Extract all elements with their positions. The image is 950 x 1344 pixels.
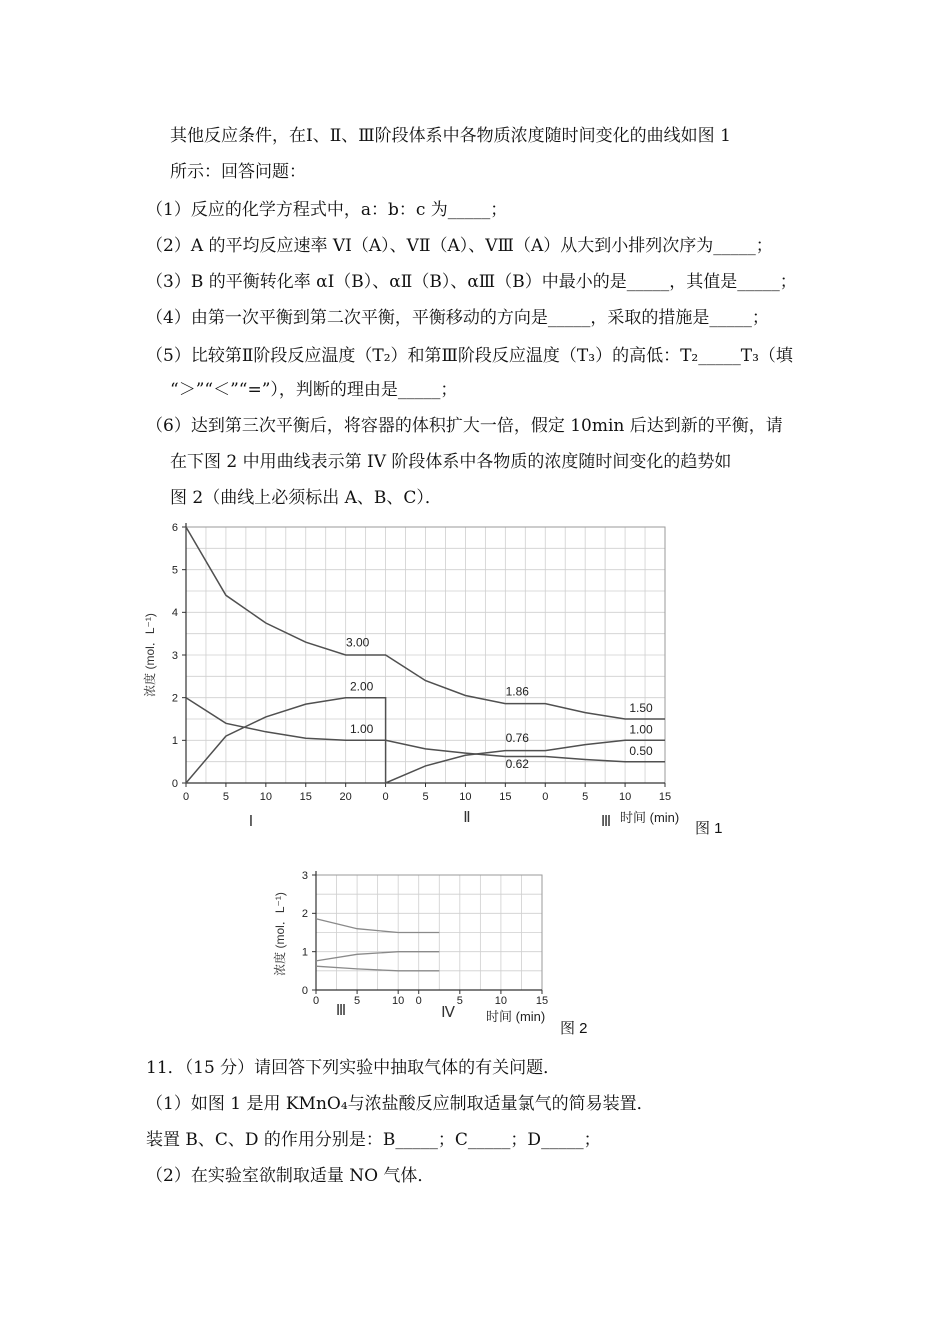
x-tick-label: 0 xyxy=(382,791,389,803)
y-tick-label: 5 xyxy=(171,564,178,577)
x-tick-label: 0 xyxy=(542,791,549,803)
data-label: 3.00 xyxy=(345,635,370,650)
x-tick-label: 0 xyxy=(182,791,190,803)
question-11-part-1: （1）如图 1 是用 KMnO₄与浓盐酸反应制取适量氯气的简易装置． xyxy=(146,1094,654,1114)
data-label: 2.00 xyxy=(349,679,374,694)
x-axis-title: 时间 (min) xyxy=(486,1009,546,1024)
intro-line-1: 其他反应条件，在Ⅰ、Ⅱ、Ⅲ阶段体系中各物质浓度随时间变化的曲线如图 1 xyxy=(170,126,731,146)
data-label: 1.50 xyxy=(629,701,653,716)
y-tick-label: 1 xyxy=(301,946,308,959)
x-tick-label: 5 xyxy=(354,995,361,1007)
x-tick-label: 5 xyxy=(456,995,463,1007)
y-tick-label: 2 xyxy=(301,908,308,921)
figure-2-chart xyxy=(270,862,630,1042)
x-tick-label: 5 xyxy=(422,791,429,803)
stage-label: Ⅲ xyxy=(600,813,612,830)
y-tick-label: 0 xyxy=(171,777,178,790)
x-tick-label: 5 xyxy=(222,791,229,803)
x-tick-label: 10 xyxy=(459,791,472,803)
data-label: 1.00 xyxy=(629,722,653,737)
y-tick-label: 6 xyxy=(171,521,178,534)
question-2: （2）A 的平均反应速率 VⅠ（A）、VⅡ（A）、VⅢ（A）从大到小排列次序为_____； xyxy=(146,236,773,256)
question-6-line-2: 在下图 2 中用曲线表示第 IV 阶段体系中各物质的浓度随时间变化的趋势如 xyxy=(170,452,732,472)
question-11-head: 11．（15 分）请回答下列实验中抽取气体的有关问题． xyxy=(146,1058,561,1078)
question-11-part-1-devices: 装置 B、C、D 的作用分别是：B_____；C_____；D_____； xyxy=(146,1130,601,1150)
data-label: 0.76 xyxy=(505,731,529,746)
x-axis-title: 时间 (min) xyxy=(620,810,680,825)
x-tick-label: 15 xyxy=(499,791,512,803)
stage-label: Ⅱ xyxy=(463,809,471,826)
question-5-line-1: （5）比较第Ⅱ阶段反应温度（T₂）和第Ⅲ阶段反应温度（T₃）的高低：T₂_____T₃（填 xyxy=(146,346,793,366)
data-label: 0.50 xyxy=(629,743,653,758)
x-tick-label: 15 xyxy=(535,995,549,1007)
y-axis-title: 浓度 (mol．L⁻¹) xyxy=(143,613,157,697)
question-11-part-2: （2）在实验室欲制取适量 NO 气体． xyxy=(146,1166,435,1186)
intro-line-2: 所示：回答问题： xyxy=(170,162,306,182)
question-5-line-2: “＞”“＜”“=”），判断的理由是_____； xyxy=(170,380,458,400)
y-tick-label: 2 xyxy=(171,692,178,705)
y-axis-title: 浓度 (mol．L⁻¹) xyxy=(273,892,287,976)
y-tick-label: 3 xyxy=(301,869,308,882)
x-tick-label: 10 xyxy=(392,995,405,1007)
stage-label: Ⅰ xyxy=(248,813,254,830)
figure-1-chart xyxy=(140,515,760,845)
stage-label: Ⅳ xyxy=(441,1004,455,1021)
y-tick-label: 0 xyxy=(301,984,308,997)
data-label: 1.00 xyxy=(349,722,374,737)
question-6-line-3: 图 2（曲线上必须标出 A、B、C）． xyxy=(170,488,442,508)
y-tick-label: 1 xyxy=(171,735,178,748)
x-tick-label: 10 xyxy=(618,791,632,803)
x-tick-label: 5 xyxy=(582,791,589,803)
x-tick-label: 0 xyxy=(415,995,422,1007)
question-4: （4）由第一次平衡到第二次平衡，平衡移动的方向是_____，采取的措施是_____； xyxy=(146,308,769,328)
x-tick-label: 10 xyxy=(494,995,508,1007)
x-tick-label: 0 xyxy=(312,995,320,1007)
data-label: 1.86 xyxy=(505,684,529,699)
data-label: 0.62 xyxy=(505,757,529,772)
figure-caption: 图 1 xyxy=(695,820,723,837)
x-tick-label: 15 xyxy=(658,791,672,803)
stage-label: Ⅲ xyxy=(335,1002,347,1019)
question-6-line-1: （6）达到第三次平衡后，将容器的体积扩大一倍，假定 10min 后达到新的平衡，请 xyxy=(146,416,783,436)
y-tick-label: 3 xyxy=(171,649,178,662)
x-tick-label: 15 xyxy=(299,791,312,803)
question-3: （3）B 的平衡转化率 αⅠ（B）、αⅡ（B）、αⅢ（B）中最小的是_____，其值是_____； xyxy=(146,272,797,292)
x-tick-label: 10 xyxy=(259,791,272,803)
x-tick-label: 20 xyxy=(339,791,352,803)
y-tick-label: 4 xyxy=(171,607,178,620)
question-1: （1）反应的化学方程式中，a：b：c 为_____； xyxy=(146,200,508,220)
figure-caption: 图 2 xyxy=(560,1020,588,1037)
